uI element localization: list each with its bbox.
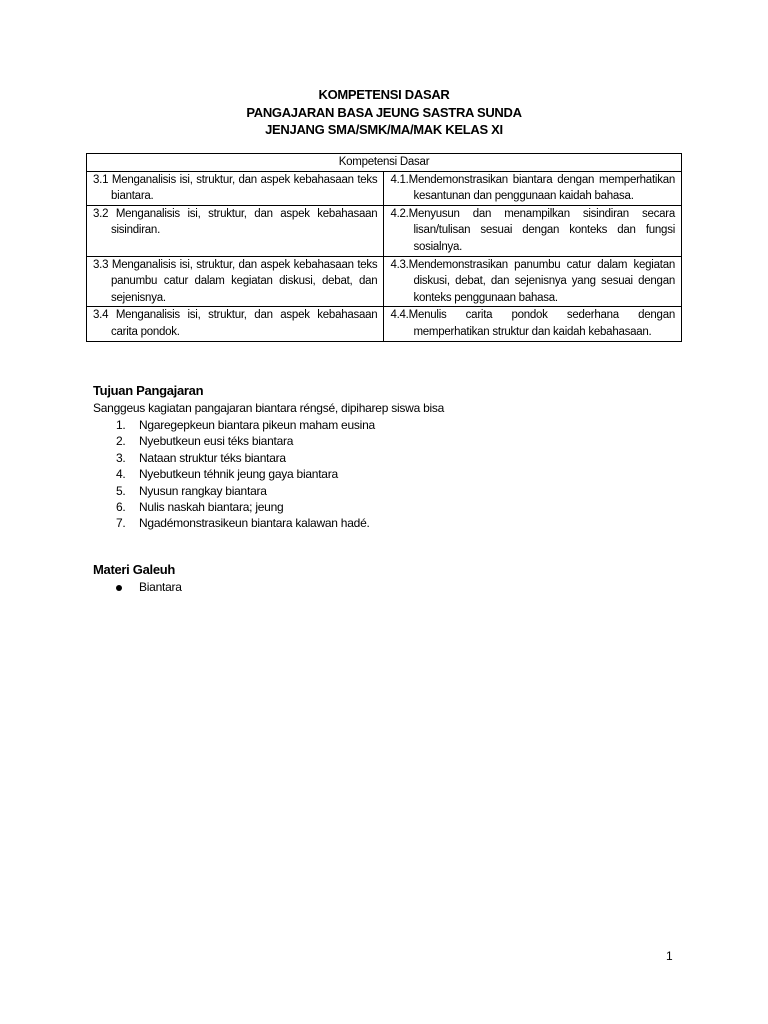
tujuan-intro: Sanggeus kagiatan pangajaran biantara réngsé, dipiharep siswa bisa (93, 401, 445, 415)
table-cell-skill (384, 171, 682, 205)
table-cell-knowledge (87, 256, 384, 307)
kd-number: 4.4. (390, 309, 409, 322)
list-text: Biantara (139, 580, 182, 594)
page-title-line-1: KOMPETENSI DASAR (318, 87, 450, 102)
kd-text: Menyusun dan menampilkan sisindiran secara lisan/tulisan sesuai dengan konteks dan fungsi sosialnya. (408, 207, 675, 253)
page-number: 1 (666, 949, 673, 963)
kd-text: Mendemonstrasikan panumbu catur dalam kegiatan diskusi, debat, dan sejenisnya yang sesuai dengan konteks penggunaan bahasa. (408, 258, 675, 304)
list-number: 5. (116, 483, 126, 498)
table-heading: Kompetensi Dasar (87, 154, 682, 172)
page-title-line-3: JENJANG SMA/SMK/MA/MAK KELAS XI (265, 122, 503, 137)
kd-number: 4.3. (390, 258, 409, 271)
kd-number: 3.1 (93, 173, 109, 186)
list-item (110, 515, 375, 531)
list-item (110, 433, 375, 449)
table-row (87, 256, 682, 307)
list-text: Ngaregepkeun biantara pikeun maham eusina (139, 418, 375, 432)
kd-text: Menganalisis isi, struktur, dan aspek kebahasaan carita pondok. (111, 309, 378, 338)
list-text: Nulis naskah biantara; jeung (139, 500, 284, 515)
list-number: 1. (116, 418, 126, 432)
page-title-line-2: PANGAJARAN BASA JEUNG SASTRA SUNDA (246, 105, 522, 120)
list-number: 4. (116, 467, 126, 482)
list-item (110, 483, 375, 499)
tujuan-list (110, 417, 375, 532)
kd-text: Menganalisis isi, struktur, dan aspek kebahasaan teks panumbu catur dalam kegiatan diskusi, debat, dan sejenisnya. (111, 258, 378, 304)
list-text: Ngadémonstrasikeun biantara kalawan hadé. (139, 516, 370, 531)
kd-text: Menulis carita pondok sederhana dengan memperhatikan struktur dan kaidah kebahasaan. (408, 309, 675, 338)
list-number: 6. (116, 500, 126, 515)
kompetensi-dasar-table (86, 153, 682, 342)
kd-number: 3.3 (93, 258, 109, 271)
list-item (110, 417, 375, 433)
kd-number: 4.1. (390, 173, 409, 186)
table-cell-skill (384, 205, 682, 256)
table-row (87, 307, 682, 341)
table-cell-knowledge (87, 307, 384, 341)
section-title-materi: Materi Galeuh (93, 562, 176, 577)
list-item (110, 580, 182, 594)
list-text: Nyusun rangkay biantara (139, 483, 267, 498)
list-number: 2. (116, 434, 126, 449)
kd-number: 3.2 (93, 207, 109, 220)
list-number: 3. (116, 450, 126, 465)
list-text: Nyebutkeun téhnik jeung gaya biantara (139, 467, 338, 482)
list-item (110, 466, 375, 482)
list-text: Nataan struktur téks biantara (139, 450, 286, 465)
kd-text: Menganalisis isi, struktur, dan aspek kebahasaan sisindiran. (111, 207, 378, 237)
table-header-row (87, 154, 682, 172)
table-cell-knowledge (87, 171, 384, 205)
table-cell-skill (384, 307, 682, 341)
kd-number: 3.4 (93, 309, 109, 322)
list-item (110, 499, 375, 515)
table-cell-skill (384, 256, 682, 307)
kd-number: 4.2. (390, 207, 409, 220)
list-number: 7. (116, 516, 126, 531)
table-cell-knowledge (87, 205, 384, 256)
kd-text: Mendemonstrasikan biantara dengan memperhatikan kesantunan dan penggunaan kaidah bahasa. (408, 173, 675, 203)
table-row (87, 205, 682, 256)
materi-list (110, 580, 182, 594)
bullet-icon (116, 585, 122, 591)
list-text: Nyebutkeun eusi téks biantara (139, 434, 294, 449)
list-item (110, 450, 375, 466)
section-title-tujuan: Tujuan Pangajaran (93, 383, 204, 398)
kd-text: Menganalisis isi, struktur, dan aspek kebahasaan teks biantara. (111, 173, 378, 203)
table-row (87, 171, 682, 205)
